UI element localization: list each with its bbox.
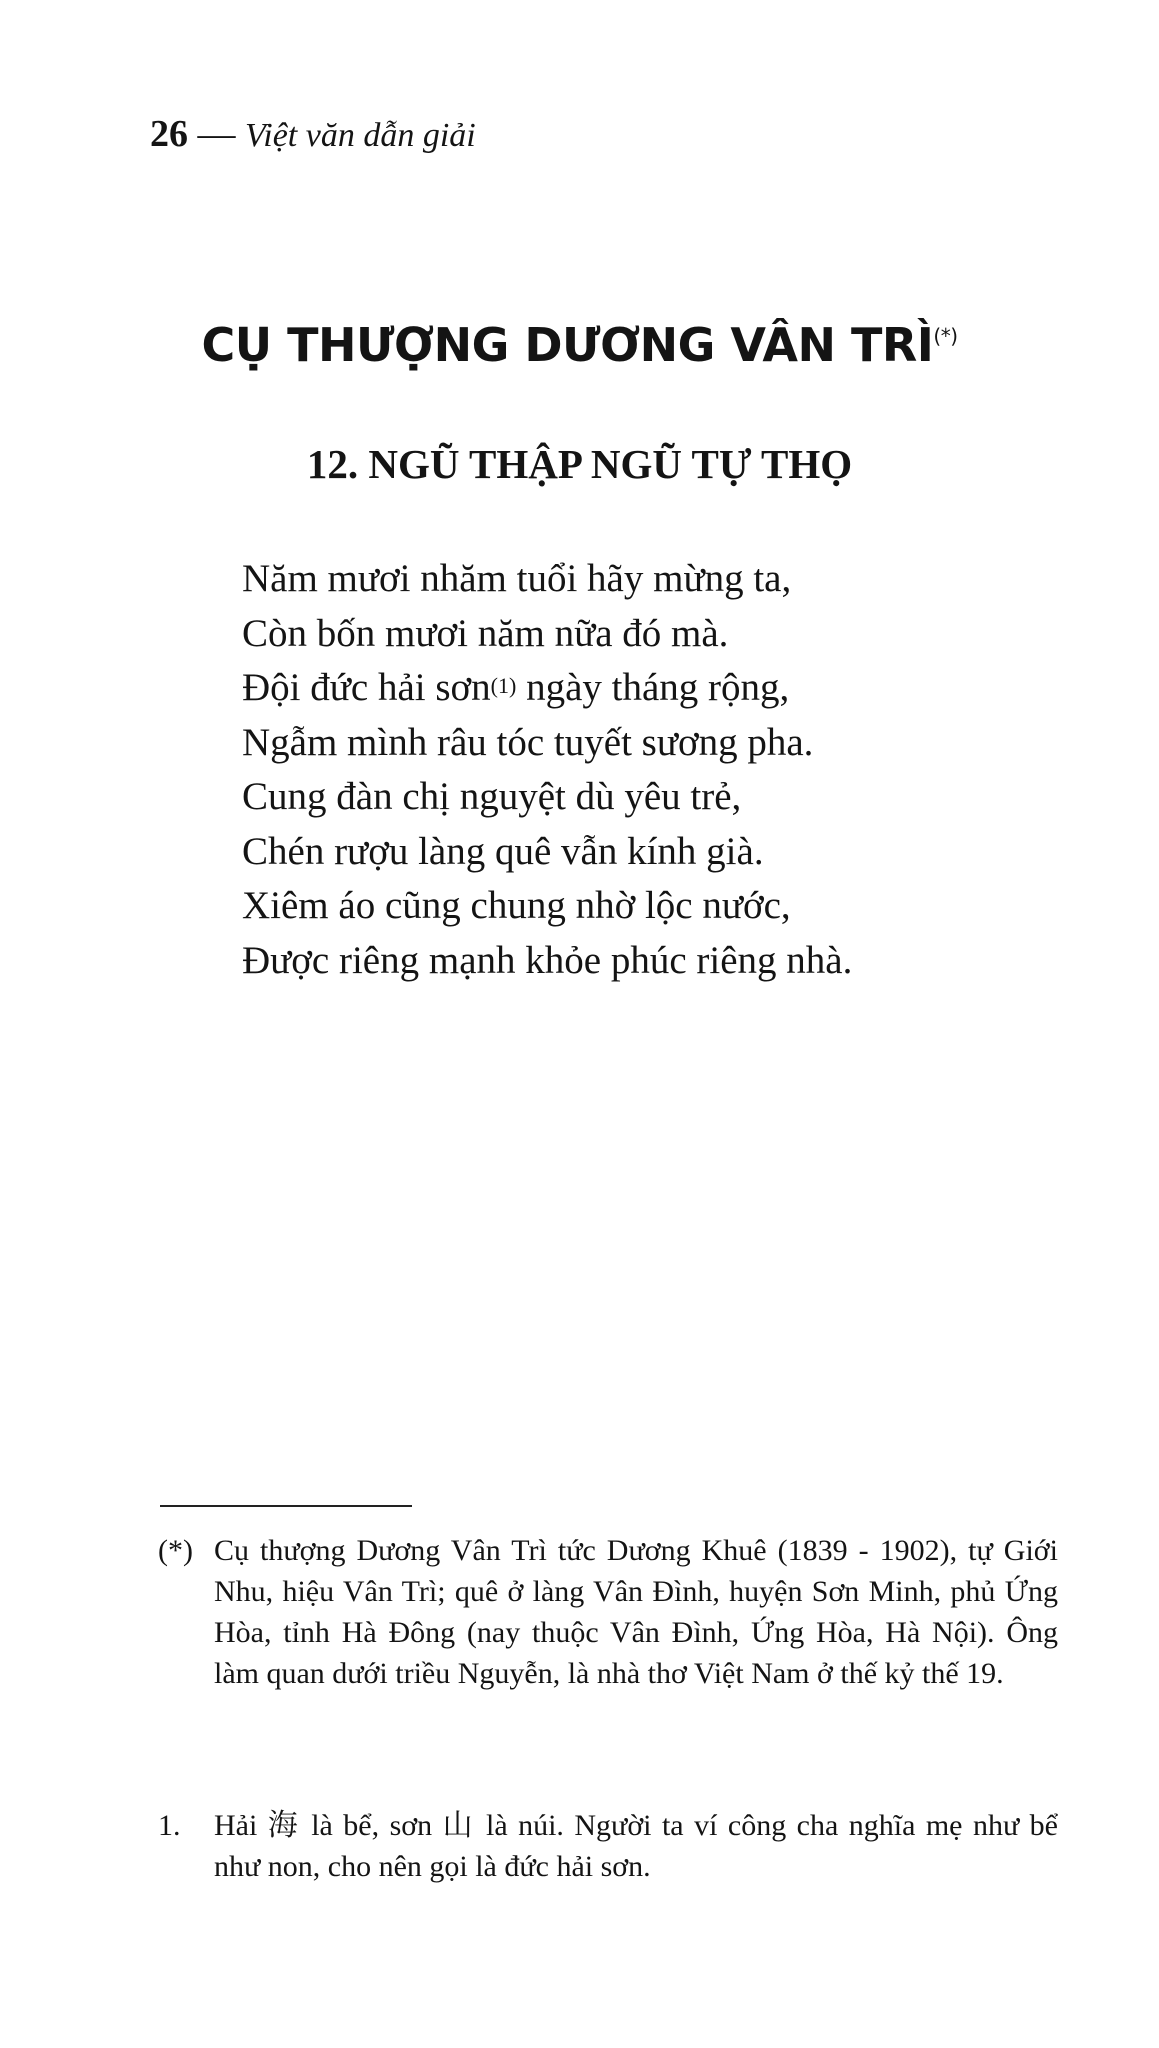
running-header <box>150 112 476 156</box>
footnote-text: Cụ thượng Dương Vân Trì tức Dương Khuê (1839 - 1902), tự Giới Nhu, hiệu Vân Trì; quê ở làng Vân Đình, huyện Sơn Minh, phủ Ứng Hòa, tỉnh Hà Đông (nay thuộc Vân Đình, Ứng Hòa, Hà Nội). Ông làm quan dưới triều Nguyễn, là nhà thơ Việt Nam ở thế kỷ thế 19. <box>214 1534 1058 1690</box>
chapter-title <box>0 318 1159 372</box>
header-dash: — <box>197 113 236 155</box>
poem-line: Còn bốn mươi năm nữa đó mà. <box>242 611 729 655</box>
poem-line <box>242 661 852 716</box>
poem-line-end: ngày tháng rộng, <box>516 666 790 709</box>
poem-line-start: Đội đức hải sơn <box>242 666 491 709</box>
poem-line: Năm mươi nhăm tuổi hãy mừng ta, <box>242 557 792 600</box>
footnote <box>158 1530 1058 1694</box>
footnote <box>158 1805 1058 1887</box>
poem-body <box>242 552 852 988</box>
poem-title: 12. NGŨ THẬP NGŨ TỰ THỌ <box>306 441 853 487</box>
footnote-divider <box>160 1505 412 1507</box>
poem-line: Xiêm áo cũng chung nhờ lộc nước, <box>242 884 791 927</box>
footnote-mark: (*) <box>158 1534 193 1567</box>
chapter-title-text: CỤ THƯỢNG DƯƠNG VÂN TRÌ <box>201 318 934 372</box>
page-number: 26 <box>150 113 188 155</box>
footnote-mark: 1. <box>158 1809 181 1842</box>
poem-line: Ngẫm mình râu tóc tuyết sương pha. <box>242 720 814 764</box>
poem-line: Được riêng mạnh khỏe phúc riêng nhà. <box>242 938 853 982</box>
footnote-text: Hải 海 là bể, sơn 山 là núi. Người ta ví công cha nghĩa mẹ như bể như non, cho nên gọi là đức hải sơn. <box>214 1809 1058 1883</box>
book-title: Việt văn dẫn giải <box>245 117 476 154</box>
chapter-note-mark: (*) <box>933 324 958 348</box>
poem-line: Chén rượu làng quê vẫn kính già. <box>242 829 764 873</box>
poem-line: Cung đàn chị nguyệt dù yêu trẻ, <box>242 775 742 818</box>
footnote-ref: (1) <box>490 673 517 698</box>
